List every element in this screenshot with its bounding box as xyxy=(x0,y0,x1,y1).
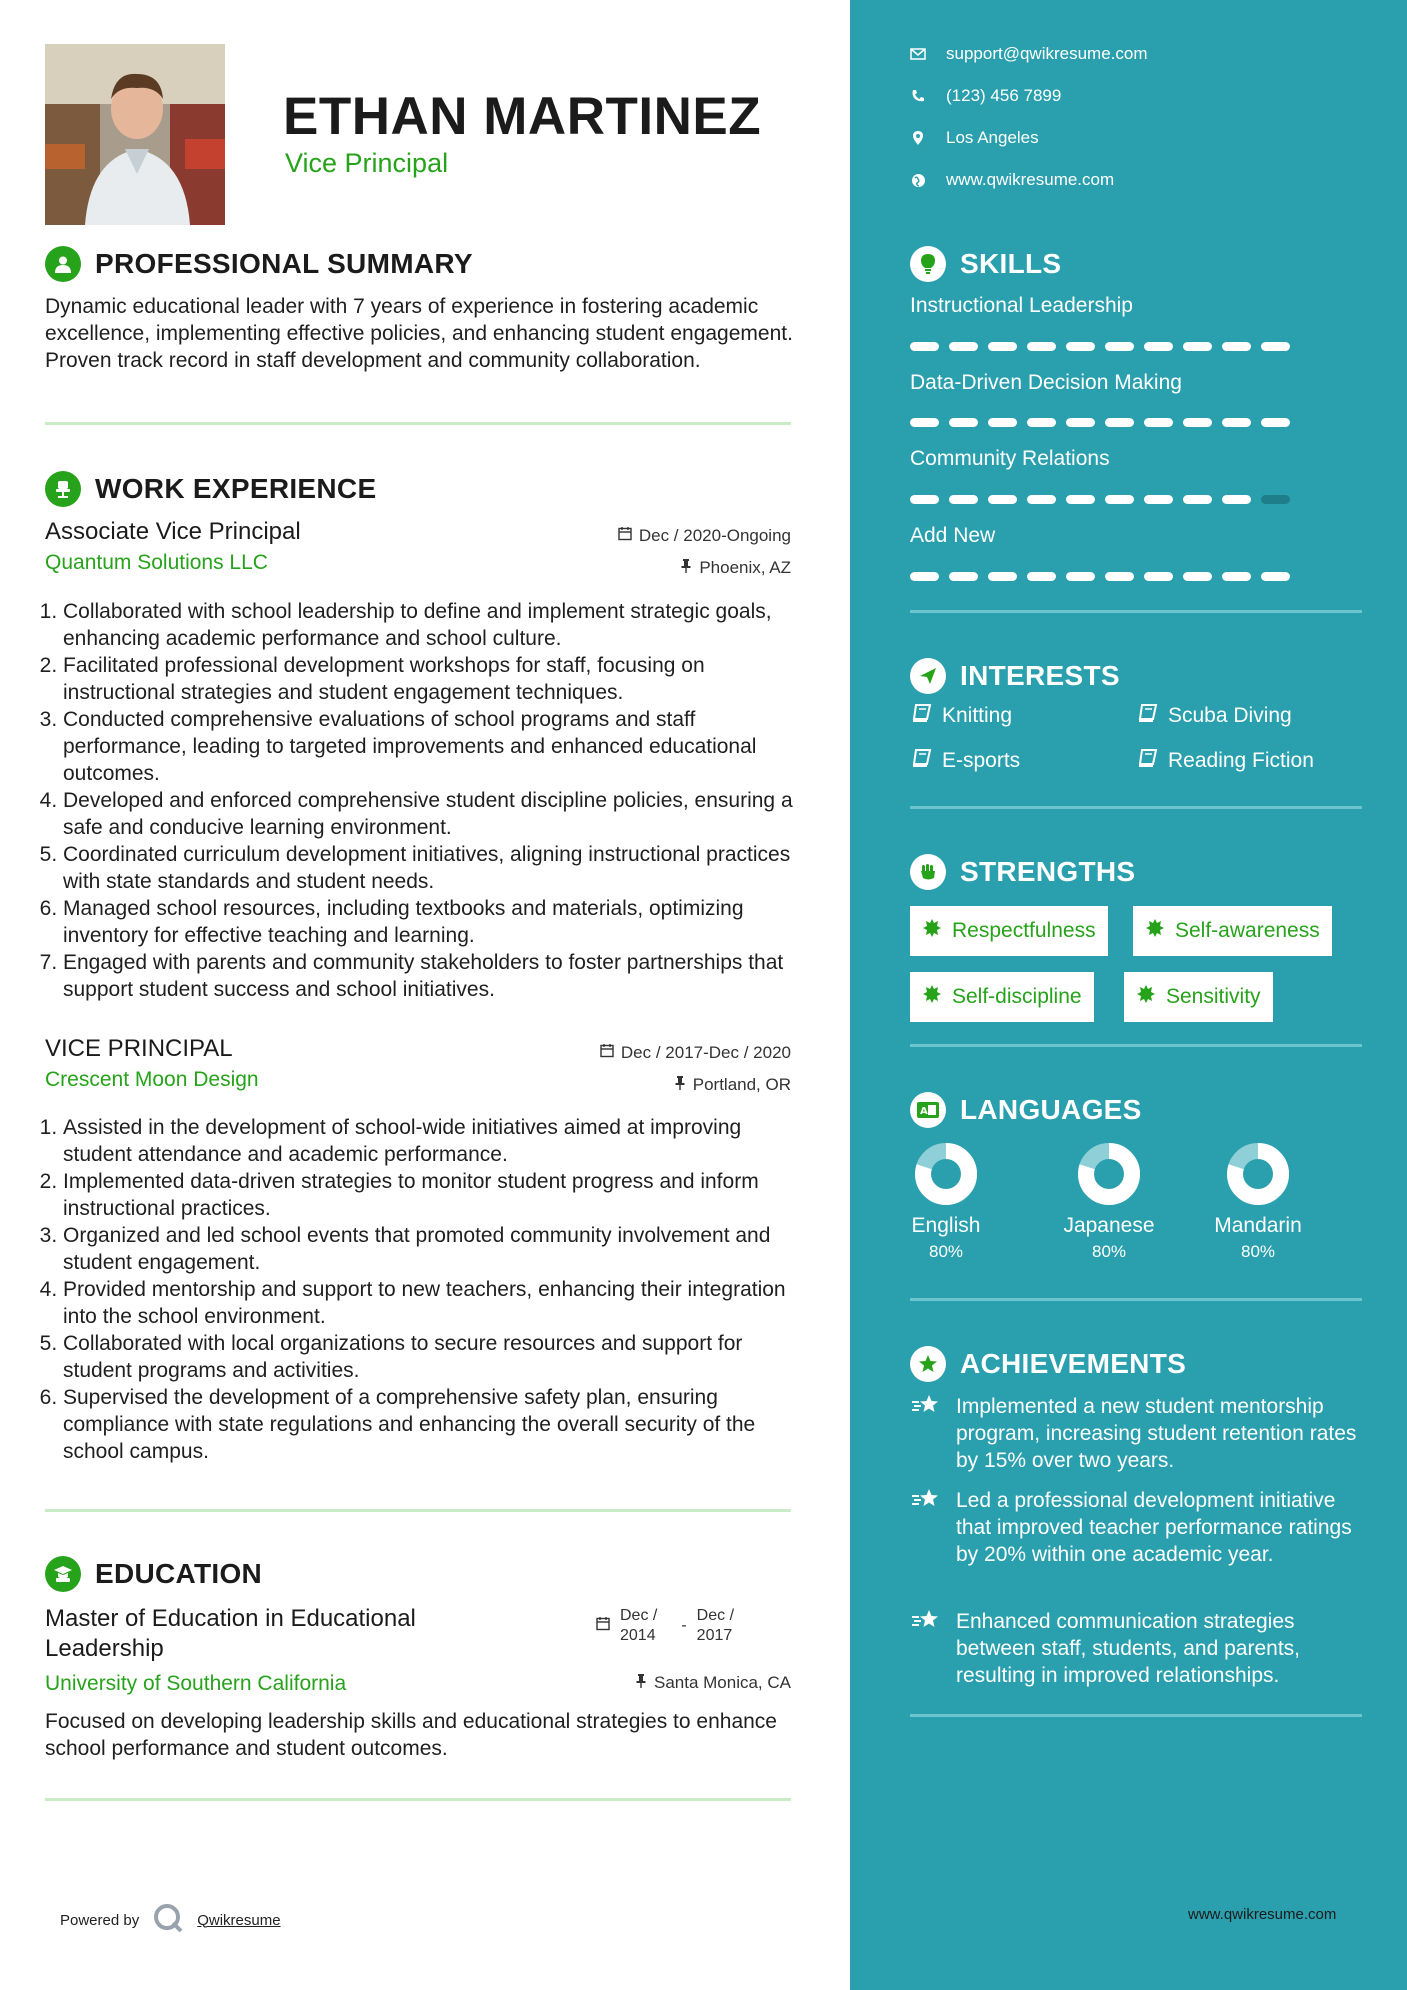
end-date: Dec / 2017 xyxy=(696,1607,735,1644)
skill-dash xyxy=(910,418,939,427)
skill-dash xyxy=(1261,418,1290,427)
list-item: 7. Engaged with parents and community stakeholders to foster partnerships that support student success and school initiatives. xyxy=(63,949,795,1003)
skill-meter xyxy=(910,418,1290,427)
skill-label: Data-Driven Decision Making xyxy=(910,371,1182,394)
contact-email: support@qwikresume.com xyxy=(910,44,1148,64)
list-item: 5. Collaborated with local organizations to secure resources and support for student programs and activities. xyxy=(63,1330,795,1384)
skill-dash xyxy=(1261,572,1290,581)
map-pin-icon xyxy=(910,130,926,146)
list-item: 6. Managed school resources, including textbooks and materials, optimizing inventory for effective teaching and learning. xyxy=(63,895,795,949)
divider xyxy=(910,1044,1362,1047)
list-item: 3. Conducted comprehensive evaluations of school programs and staff performance, leading to targeted improvements and enhanced educational outcomes. xyxy=(63,706,795,787)
skill-dash xyxy=(1183,572,1212,581)
skill-dash xyxy=(1066,342,1095,351)
summary-text: Dynamic educational leader with 7 years of experience in fostering academic excellence, implementing effective policies, and enhancing student engagement. Proven track record in staff development and community collaboration. xyxy=(45,295,793,372)
skill-meter xyxy=(910,342,1290,351)
candidate-title: Vice Principal xyxy=(285,148,449,178)
school-name: University of Southern California xyxy=(45,1672,347,1695)
contact-location: Los Angeles xyxy=(910,128,1039,148)
divider xyxy=(45,1798,791,1801)
job-dates: Dec / 2017-Dec / 2020 xyxy=(600,1043,791,1063)
education-heading: EDUCATION xyxy=(45,1556,262,1592)
qwikresume-logo-icon xyxy=(153,1903,183,1937)
user-icon xyxy=(45,246,81,282)
book-icon xyxy=(912,749,932,773)
job-entry xyxy=(45,518,791,575)
list-item: 1. Collaborated with school leadership to define and implement strategic goals, enhancing academic performance and school culture. xyxy=(63,598,795,652)
degree-title: Master of Education in Educational Leadership xyxy=(45,1605,416,1662)
skill-dash xyxy=(988,418,1017,427)
strength-chip: Sensitivity xyxy=(1124,972,1273,1022)
divider xyxy=(910,610,1362,613)
languages-heading: A LANGUAGES xyxy=(910,1092,1142,1128)
job-location: Portland, OR xyxy=(674,1075,791,1095)
calendar-icon xyxy=(618,526,632,546)
phone-icon xyxy=(910,88,926,104)
skill-dash xyxy=(1222,418,1251,427)
calendar-icon xyxy=(596,1606,610,1646)
footer-website[interactable]: www.qwikresume.com xyxy=(1188,1906,1337,1923)
chair-icon xyxy=(45,471,81,507)
interest-item: Scuba Diving xyxy=(1138,704,1292,728)
translate-icon xyxy=(910,1092,946,1128)
pin-icon xyxy=(674,1075,686,1095)
interests-heading: INTERESTS xyxy=(910,658,1120,694)
skill-label: Instructional Leadership xyxy=(910,294,1133,317)
powered-by: Powered by Qwikresume xyxy=(60,1903,281,1937)
badge-icon xyxy=(922,984,942,1010)
skill-label: Community Relations xyxy=(910,447,1110,470)
svg-text:A: A xyxy=(920,1106,928,1117)
skill-dash xyxy=(988,495,1017,504)
skill-dash xyxy=(1027,495,1056,504)
language-donut xyxy=(1077,1142,1141,1206)
candidate-name: ETHAN MARTINEZ xyxy=(283,87,762,146)
achievement-item: Implemented a new student mentorship program, increasing student retention rates by 15% over two years. xyxy=(910,1393,1370,1474)
job-title: Associate Vice Principal xyxy=(45,518,301,545)
skill-dash xyxy=(1027,418,1056,427)
skill-dash xyxy=(1066,495,1095,504)
skill-dash xyxy=(1144,495,1173,504)
skill-dash xyxy=(1222,342,1251,351)
pin-icon xyxy=(635,1673,647,1693)
divider xyxy=(45,1509,791,1512)
list-item: 3. Organized and led school events that promoted community involvement and student engagement. xyxy=(63,1222,795,1276)
summary-heading: PROFESSIONAL SUMMARY xyxy=(45,246,473,282)
achievement-item: Led a professional development initiative that improved teacher performance ratings by 20% within one academic year. xyxy=(910,1487,1370,1568)
skill-dash xyxy=(1144,342,1173,351)
language-donut xyxy=(914,1142,978,1206)
skill-dash xyxy=(1222,572,1251,581)
globe-icon xyxy=(910,172,926,188)
star-medal-icon xyxy=(910,1346,946,1382)
list-item: 2. Facilitated professional development workshops for staff, focusing on instructional strategies and student engagement techniques. xyxy=(63,652,795,706)
skill-dash xyxy=(949,495,978,504)
language-donut xyxy=(1226,1142,1290,1206)
divider xyxy=(45,422,791,425)
skill-dash xyxy=(910,495,939,504)
experience-heading: WORK EXPERIENCE xyxy=(45,471,376,507)
skills-heading: SKILLS xyxy=(910,246,1061,282)
skill-dash xyxy=(1183,342,1212,351)
job-title: VICE PRINCIPAL xyxy=(45,1035,233,1062)
skill-dash xyxy=(1105,495,1134,504)
strength-chip: Self-awareness xyxy=(1133,906,1332,956)
divider xyxy=(910,806,1362,809)
fist-icon xyxy=(910,854,946,890)
job-duties xyxy=(45,1114,795,1465)
book-icon xyxy=(1138,749,1158,773)
strength-chip: Respectfulness xyxy=(910,906,1108,956)
divider xyxy=(910,1298,1362,1301)
list-item: 4. Developed and enforced comprehensive student discipline policies, ensuring a safe and conducive learning environment. xyxy=(63,787,795,841)
list-item: 4. Provided mentorship and support to new teachers, enhancing their integration into the school environment. xyxy=(63,1276,795,1330)
job-location: Phoenix, AZ xyxy=(680,558,791,578)
contact-website: www.qwikresume.com xyxy=(910,170,1114,190)
calendar-icon xyxy=(600,1043,614,1063)
skill-label: Add New xyxy=(910,524,996,547)
skill-dash xyxy=(1261,495,1290,504)
skill-dash xyxy=(1261,342,1290,351)
paper-plane-icon xyxy=(910,658,946,694)
company-name: Quantum Solutions LLC xyxy=(45,551,268,574)
job-entry xyxy=(45,1035,791,1092)
qwikresume-link[interactable]: Qwikresume xyxy=(197,1911,281,1929)
language-item: English 80% xyxy=(891,1142,1001,1262)
skill-dash xyxy=(949,342,978,351)
badge-icon xyxy=(1136,984,1156,1010)
achievement-item: Enhanced communication strategies between staff, students, and parents, resulting in improved relationships. xyxy=(910,1608,1370,1689)
skill-dash xyxy=(1066,418,1095,427)
achievements-heading: ACHIEVEMENTS xyxy=(910,1346,1186,1382)
skill-dash xyxy=(1066,572,1095,581)
interest-item: Knitting xyxy=(912,704,1012,728)
skill-dash xyxy=(910,572,939,581)
education-dates: Dec / 2014 - Dec / 2017 xyxy=(596,1606,734,1646)
skill-dash xyxy=(1027,572,1056,581)
badge-icon xyxy=(922,918,942,944)
list-item: 2. Implemented data-driven strategies to monitor student progress and inform instructional practices. xyxy=(63,1168,795,1222)
strengths-heading: STRENGTHS xyxy=(910,854,1135,890)
skill-dash xyxy=(910,342,939,351)
skill-meter xyxy=(910,495,1290,504)
lightbulb-icon xyxy=(910,246,946,282)
education-description: Focused on developing leadership skills and educational strategies to enhance school performance and student outcomes. xyxy=(45,1710,777,1760)
badge-icon xyxy=(1145,918,1165,944)
email-icon xyxy=(910,46,926,62)
star-icon xyxy=(910,1487,942,1568)
list-item: 1. Assisted in the development of school-wide initiatives aimed at improving student attendance and academic performance. xyxy=(63,1114,795,1168)
skill-dash xyxy=(1222,495,1251,504)
skill-dash xyxy=(988,342,1017,351)
strength-chip: Self-discipline xyxy=(910,972,1094,1022)
job-dates: Dec / 2020-Ongoing xyxy=(618,526,791,546)
skill-dash xyxy=(1105,342,1134,351)
skill-dash xyxy=(1144,418,1173,427)
interest-item: Reading Fiction xyxy=(1138,749,1314,773)
start-date: Dec / 2014 xyxy=(620,1607,658,1644)
book-icon xyxy=(1138,704,1158,728)
job-duties xyxy=(45,598,795,1003)
divider xyxy=(910,1714,1362,1717)
skill-dash xyxy=(1144,572,1173,581)
skill-dash xyxy=(1105,418,1134,427)
contact-phone: (123) 456 7899 xyxy=(910,86,1061,106)
skill-dash xyxy=(1105,572,1134,581)
star-icon xyxy=(910,1608,942,1689)
list-item: 5. Coordinated curriculum development initiatives, aligning instructional practices with state standards and student needs. xyxy=(63,841,795,895)
book-icon xyxy=(912,704,932,728)
school-location: Santa Monica, CA xyxy=(635,1673,791,1693)
star-icon xyxy=(910,1393,942,1474)
language-item: Japanese 80% xyxy=(1054,1142,1164,1262)
profile-photo xyxy=(45,44,225,225)
list-item: 6. Supervised the development of a comprehensive safety plan, ensuring compliance with state regulations and enhancing the overall security of the school campus. xyxy=(63,1384,795,1465)
skill-dash xyxy=(1027,342,1056,351)
skill-dash xyxy=(1183,418,1212,427)
graduate-icon xyxy=(45,1556,81,1592)
skill-meter xyxy=(910,572,1290,581)
interest-item: E-sports xyxy=(912,749,1020,773)
company-name: Crescent Moon Design xyxy=(45,1068,259,1091)
skill-dash xyxy=(949,572,978,581)
language-item: Mandarin 80% xyxy=(1203,1142,1313,1262)
pin-icon xyxy=(680,558,692,578)
skill-dash xyxy=(949,418,978,427)
skill-dash xyxy=(988,572,1017,581)
skill-dash xyxy=(1183,495,1212,504)
